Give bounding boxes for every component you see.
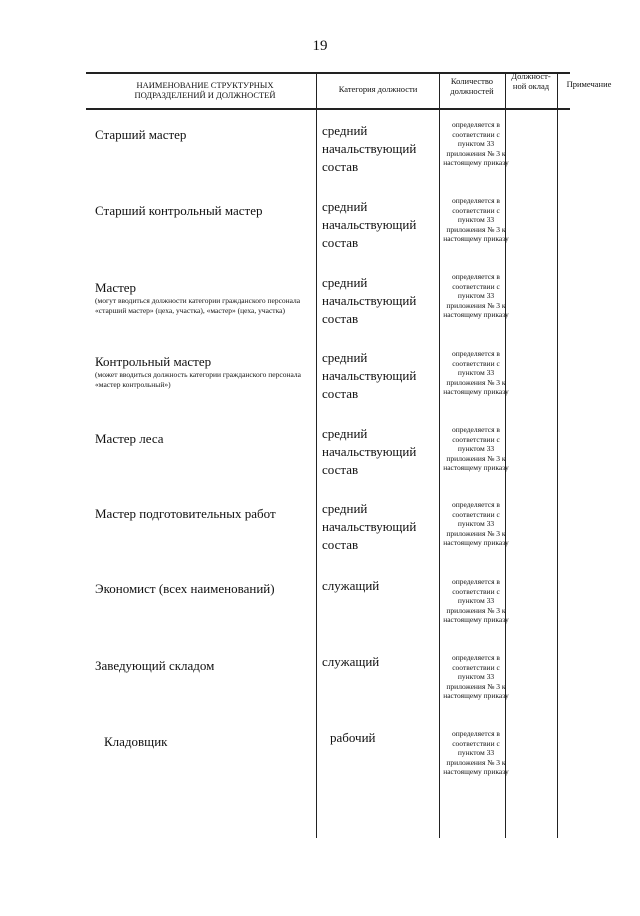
header-bottom-border (86, 108, 570, 110)
position-count: определяется в соответствии с пунктом 33 приложения № 3 к настоящему приказу (443, 653, 509, 700)
position-count: определяется в соответствии с пунктом 33 приложения № 3 к настоящему приказу (443, 196, 509, 243)
position-name: Контрольный мастер (может вводиться должность категории гражданского персонала «мастер контрольный») (95, 354, 310, 389)
position-name: Мастер леса (95, 431, 164, 446)
table-top-border (86, 72, 570, 74)
table-row (0, 653, 640, 730)
position-name: Заведующий складом (95, 658, 215, 673)
table-row (0, 349, 640, 426)
table-row (0, 272, 640, 349)
position-category: средний начальствующий состав (322, 275, 417, 326)
position-count: определяется в соответствии с пунктом 33 приложения № 3 к настоящему приказу (443, 500, 509, 547)
position-name: Кладовщик (104, 734, 168, 749)
position-count: определяется в соответствии с пунктом 33 приложения № 3 к настоящему приказу (443, 729, 509, 776)
position-count: определяется в соответствии с пунктом 33 приложения № 3 к настоящему приказу (443, 425, 509, 472)
position-category: средний начальствующий состав (322, 199, 417, 250)
position-name: Старший мастер (95, 127, 187, 142)
page-number: 19 (312, 38, 328, 54)
position-category: рабочий (330, 730, 376, 745)
header-salary: Должност-ной оклад (511, 71, 551, 91)
header-count: Количество должностей (450, 76, 494, 96)
position-count: определяется в соответствии с пунктом 33 приложения № 3 к настоящему приказу (443, 349, 509, 396)
header-name: НАИМЕНОВАНИЕ СТРУКТУРНЫХ ПОДРАЗДЕЛЕНИЙ И ДОЛЖНОСТЕЙ (134, 80, 276, 100)
table-row (0, 120, 640, 197)
position-category: средний начальствующий состав (322, 501, 417, 552)
table-row (0, 729, 640, 806)
table-row (0, 196, 640, 273)
position-count: определяется в соответствии с пунктом 33 приложения № 3 к настоящему приказу (443, 577, 509, 624)
position-count: определяется в соответствии с пунктом 33 приложения № 3 к настоящему приказу (443, 120, 509, 167)
table-row (0, 500, 640, 577)
position-category: служащий (322, 654, 380, 669)
table-row (0, 577, 640, 654)
position-name: Старший контрольный мастер (95, 203, 263, 218)
position-category: средний начальствующий состав (322, 350, 417, 401)
position-name: Мастер подготовительных работ (95, 506, 276, 521)
position-name: Мастер (могут вводиться должности категории гражданского персонала «старший мастер» (цеха, участка), «мастер» (цеха, участка) (95, 280, 310, 315)
position-note: (могут вводиться должности категории гражданского персонала «старший мастер» (цеха, участка), «мастер» (цеха, участка) (95, 296, 301, 315)
position-name: Экономист (всех наименований) (95, 581, 275, 596)
position-category: служащий (322, 578, 380, 593)
position-count: определяется в соответствии с пунктом 33 приложения № 3 к настоящему приказу (443, 272, 509, 319)
header-category: Категория должности (338, 84, 418, 94)
position-note: (может вводиться должность категории гражданского персонала «мастер контрольный») (95, 370, 301, 389)
header-note: Примечание (566, 79, 612, 89)
table-row (0, 425, 640, 502)
position-category: средний начальствующий состав (322, 123, 417, 174)
position-category: средний начальствующий состав (322, 426, 417, 477)
